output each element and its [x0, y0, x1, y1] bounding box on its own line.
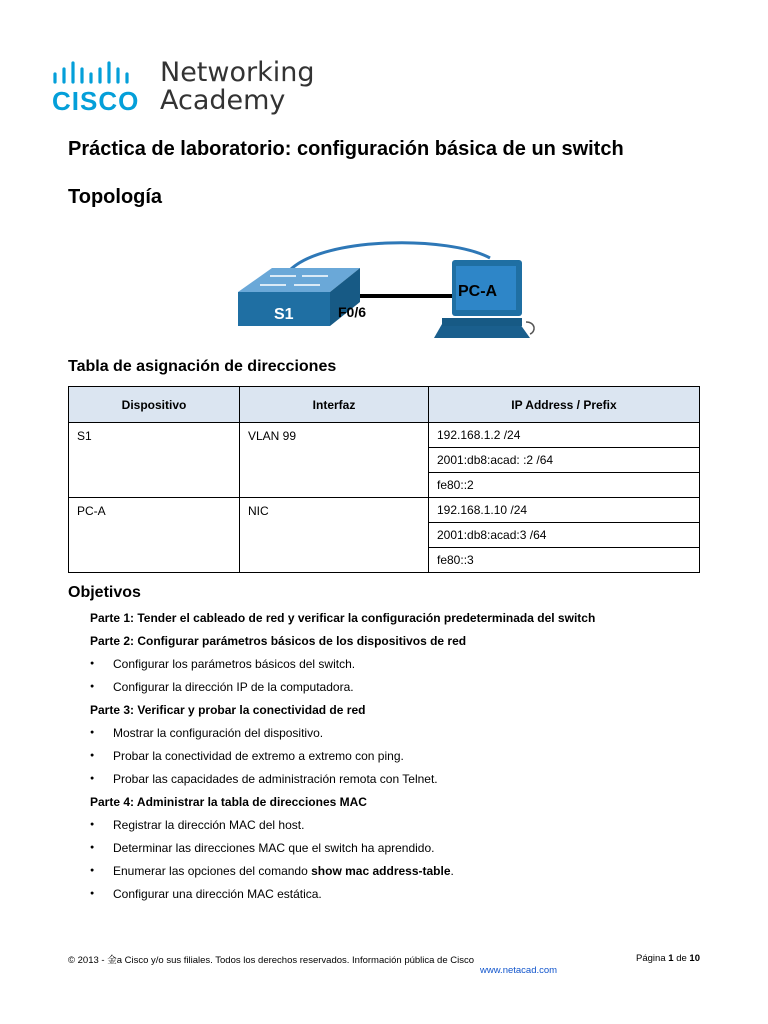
- logo-academy: Academy: [160, 85, 286, 116]
- cisco-wordmark: CISCO: [52, 86, 140, 116]
- list-item: ● Mostrar la configuración del dispositivo.: [90, 725, 710, 741]
- page-prefix: Página: [636, 953, 669, 964]
- port-label: F0/6: [338, 304, 367, 320]
- address-cell: 192.168.1.10 /24: [429, 498, 700, 523]
- interface-cell: NIC: [240, 498, 429, 573]
- page-mid: de: [673, 953, 690, 964]
- document-title: Práctica de laboratorio: configuración básica de un switch: [68, 138, 624, 160]
- page-total: 10: [689, 953, 700, 964]
- part-2-heading: Parte 2: Configurar parámetros básicos de los dispositivos de red: [90, 634, 467, 648]
- address-cell: 2001:db8:acad: :2 /64: [429, 448, 700, 473]
- column-header: IP Address / Prefix: [429, 387, 700, 423]
- list-item-text: .: [450, 864, 454, 878]
- objectives-list: [90, 610, 710, 909]
- column-header: Dispositivo: [69, 387, 240, 423]
- address-table-heading: Tabla de asignación de direcciones: [68, 358, 337, 375]
- pc-label: PC-A: [458, 283, 498, 300]
- list-item: ● Registrar la dirección MAC del host.: [90, 817, 710, 833]
- interface-cell: VLAN 99: [240, 423, 429, 498]
- table-header-row: [69, 387, 700, 423]
- address-cell: fe80::3: [429, 548, 700, 573]
- list-item: ● Configurar los parámetros básicos del switch.: [90, 656, 710, 672]
- part-1-heading: Parte 1: Tender el cableado de red y verificar la configuración predeterminada del switch: [90, 611, 596, 625]
- objectives-heading: Objetivos: [68, 584, 141, 601]
- command-name: show mac address-table: [311, 864, 451, 878]
- list-item: ● Configurar la dirección IP de la computadora.: [90, 679, 710, 695]
- list-item: [90, 863, 710, 879]
- cisco-networking-academy-logo: [52, 57, 315, 118]
- table-row: [69, 498, 700, 523]
- table-row: [69, 423, 700, 448]
- part-3-heading: Parte 3: Verificar y probar la conectividad de red: [90, 703, 366, 717]
- list-item-text: Enumerar las opciones del comando: [113, 864, 312, 878]
- switch-label: S1: [274, 306, 294, 323]
- address-cell: fe80::2: [429, 473, 700, 498]
- cisco-bars-icon: [52, 61, 156, 85]
- device-cell: PC-A: [69, 498, 240, 573]
- address-table: [68, 386, 700, 573]
- footer-copyright: © 2013 - 金a Cisco y/o sus filiales. Todos los derechos reservados. Información pública de Cisco: [68, 955, 475, 966]
- list-item: ● Configurar una dirección MAC estática.: [90, 886, 710, 902]
- footer-url-link[interactable]: www.netacad.com: [480, 965, 558, 976]
- logo-networking: Networking: [160, 57, 315, 88]
- list-item: ● Determinar las direcciones MAC que el switch ha aprendido.: [90, 840, 710, 856]
- address-cell: 192.168.1.2 /24: [429, 423, 700, 448]
- device-cell: S1: [69, 423, 240, 498]
- page-current: 1: [668, 953, 674, 964]
- topology-diagram: [230, 238, 550, 350]
- list-item: ● Probar las capacidades de administración remota con Telnet.: [90, 771, 710, 787]
- page-number: [636, 953, 700, 964]
- address-cell: 2001:db8:acad:3 /64: [429, 523, 700, 548]
- topology-heading: Topología: [68, 186, 163, 208]
- column-header: Interfaz: [240, 387, 429, 423]
- list-item: ● Probar la conectividad de extremo a extremo con ping.: [90, 748, 710, 764]
- part-4-heading: Parte 4: Administrar la tabla de direcciones MAC: [90, 795, 367, 809]
